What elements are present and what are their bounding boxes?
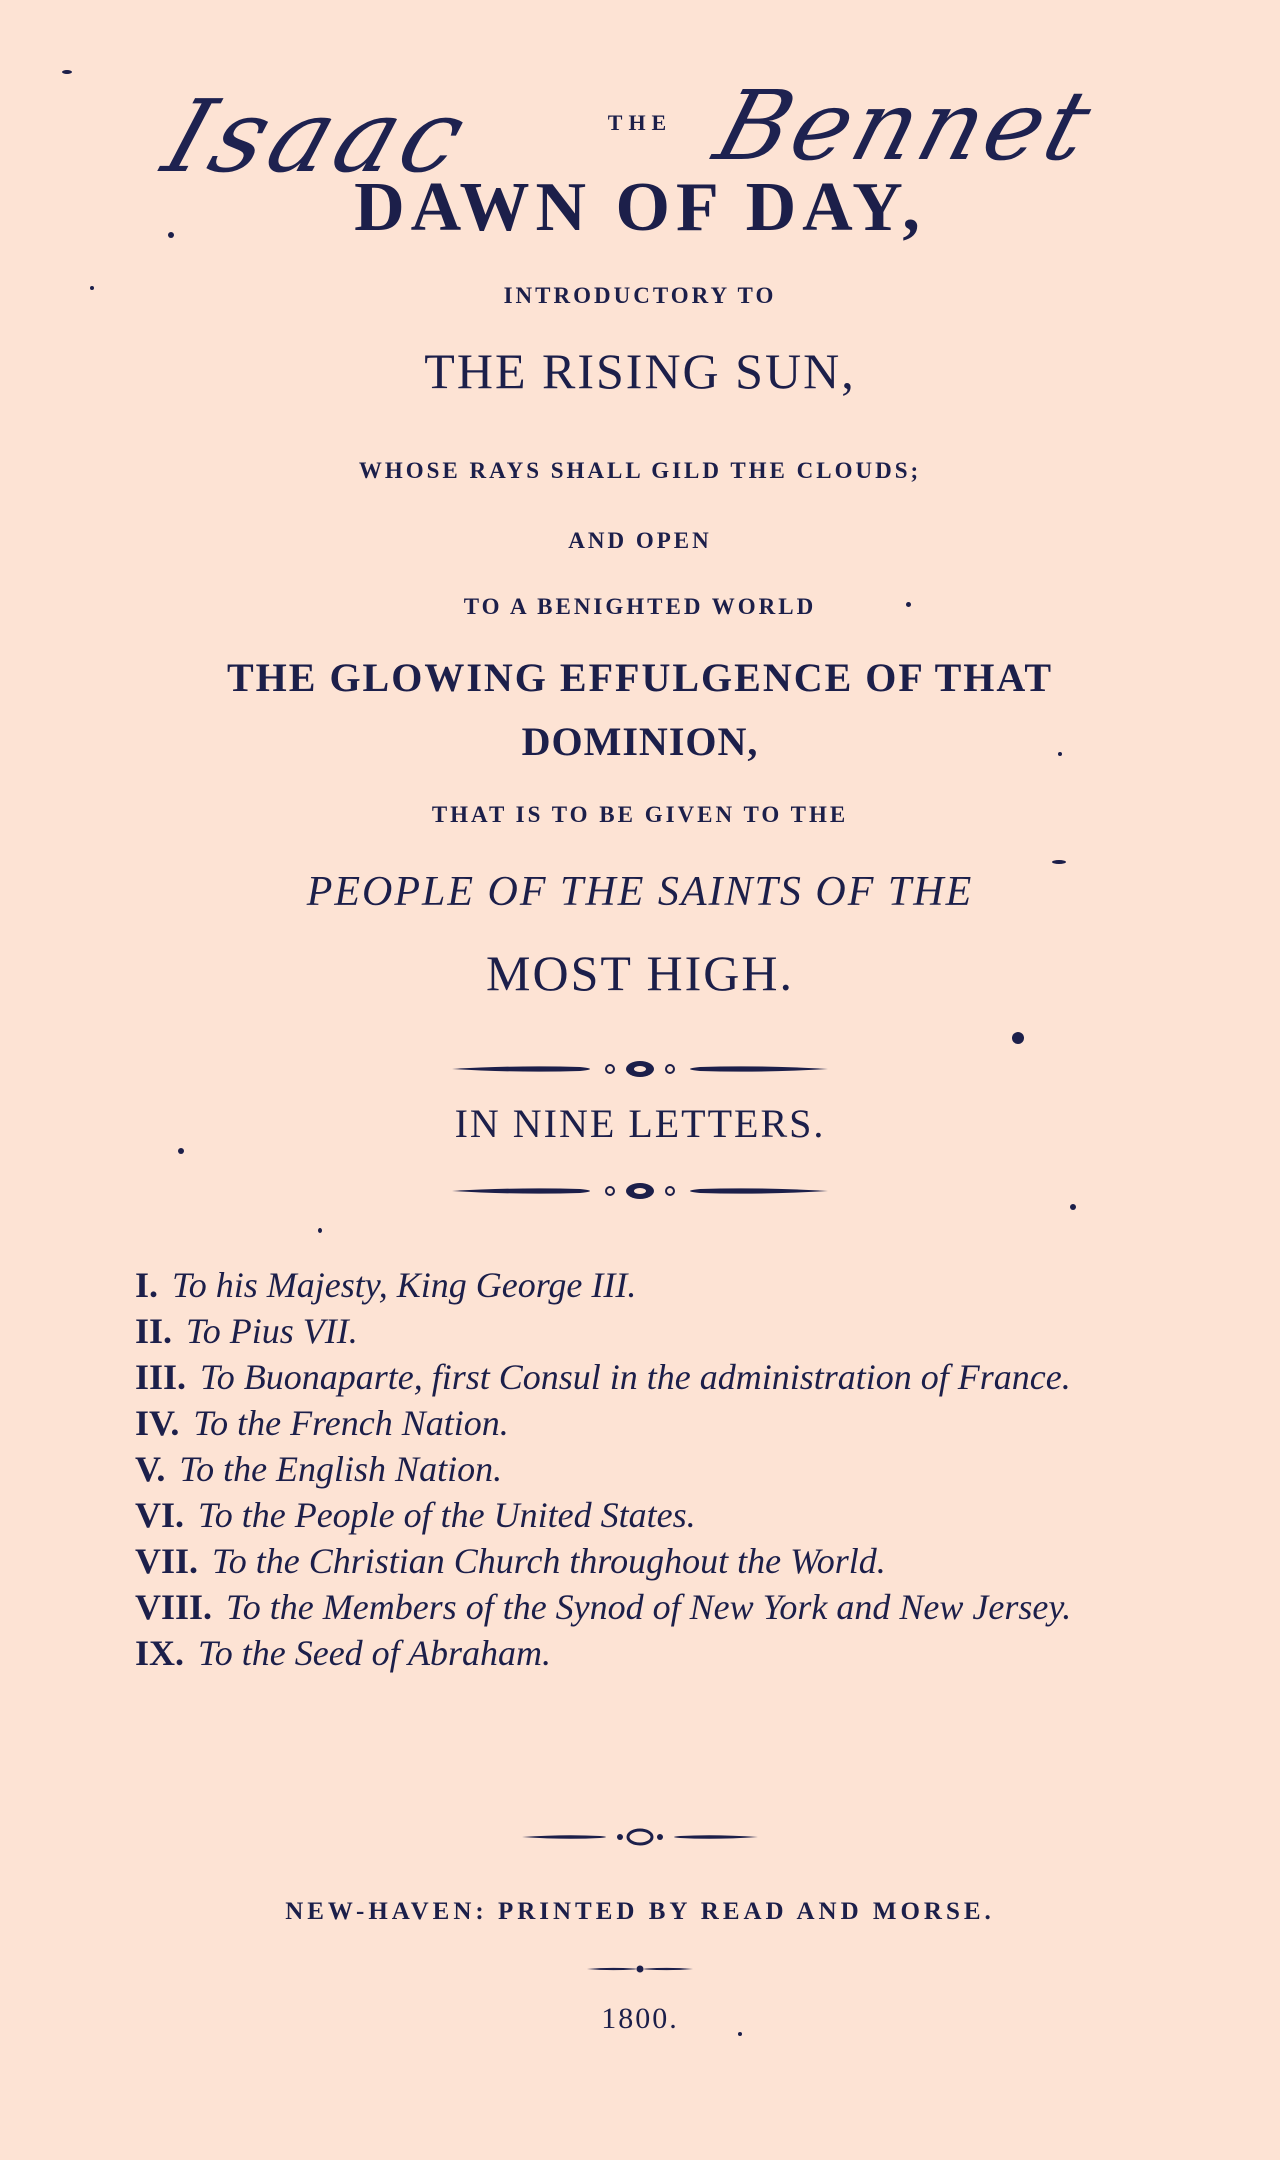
ornament-icon	[450, 1056, 830, 1082]
list-item	[135, 1308, 1145, 1354]
main-title: DAWN OF DAY,	[354, 169, 926, 246]
list-item	[135, 1584, 1145, 1630]
letter-number: VI.	[135, 1495, 185, 1535]
dominion-line: DOMINION,	[521, 719, 759, 764]
ink-speck	[90, 286, 94, 290]
imprint-line: NEW-HAVEN: PRINTED BY READ AND MORSE.	[285, 1898, 995, 1925]
whose-rays-line: WHOSE RAYS SHALL GILD THE CLOUDS;	[358, 458, 922, 483]
letter-recipient: To Pius VII.	[186, 1311, 358, 1351]
letter-recipient: To Buonaparte, first Consul in the administration of France.	[200, 1357, 1071, 1397]
letters-list	[135, 1262, 1145, 1676]
most-high-line: MOST HIGH.	[486, 945, 794, 1001]
letter-recipient: To the Seed of Abraham.	[198, 1633, 552, 1673]
ornament-icon	[520, 1826, 760, 1848]
ink-speck	[1058, 752, 1062, 756]
signature-first-name: Isaac	[150, 78, 486, 195]
letter-recipient: To the French Nation.	[193, 1403, 509, 1443]
ornamental-rule-top	[0, 1056, 1280, 1082]
list-item	[135, 1400, 1145, 1446]
letter-number: I.	[135, 1265, 159, 1305]
list-item	[135, 1262, 1145, 1308]
ink-speck	[1070, 1204, 1076, 1210]
people-of-saints-line: PEOPLE OF THE SAINTS OF THE	[306, 869, 974, 915]
letter-number: VII.	[135, 1541, 199, 1581]
ornament-icon	[450, 1178, 830, 1204]
ink-speck	[62, 70, 72, 74]
ornamental-rule-middle	[0, 1178, 1280, 1204]
letter-number: IX.	[135, 1633, 185, 1673]
ink-speck	[318, 1228, 322, 1233]
list-item	[135, 1354, 1145, 1400]
list-item	[135, 1630, 1145, 1676]
ornament-icon	[585, 1962, 695, 1976]
list-item	[135, 1492, 1145, 1538]
ink-speck	[738, 2032, 742, 2036]
ink-speck	[906, 602, 911, 607]
ink-speck	[178, 1148, 184, 1154]
and-open-line: AND OPEN	[568, 528, 712, 553]
letter-number: III.	[135, 1357, 187, 1397]
ornamental-rule-lower	[0, 1826, 1280, 1848]
signature-last-name: Bennet	[703, 70, 1107, 182]
letter-recipient: To the Christian Church throughout the World.	[212, 1541, 886, 1581]
given-to-line: THAT IS TO BE GIVEN TO THE	[431, 802, 849, 827]
letter-recipient: To the People of the United States.	[198, 1495, 696, 1535]
letter-number: IV.	[135, 1403, 180, 1443]
glowing-effulgence-line: THE GLOWING EFFULGENCE OF THAT	[226, 655, 1054, 700]
ink-speck	[1052, 860, 1066, 864]
letter-recipient: To the English Nation.	[179, 1449, 503, 1489]
letter-number: VIII.	[135, 1587, 213, 1627]
list-item	[135, 1538, 1145, 1584]
ornamental-rule-bottom	[0, 1962, 1280, 1976]
publication-year: 1800.	[601, 2002, 679, 2035]
list-item	[135, 1446, 1145, 1492]
subtitle-rising-sun: THE RISING SUN,	[424, 343, 856, 399]
letter-recipient: To his Majesty, King George III.	[172, 1265, 637, 1305]
letter-number: V.	[135, 1449, 166, 1489]
ink-speck	[168, 232, 174, 238]
letter-number: II.	[135, 1311, 173, 1351]
letters-heading: IN NINE LETTERS.	[454, 1101, 826, 1146]
letter-recipient: To the Members of the Synod of New York and New Jersey.	[226, 1587, 1072, 1627]
ink-speck	[1012, 1032, 1024, 1044]
benighted-world-line: TO A BENIGHTED WORLD	[463, 594, 817, 619]
introductory-line: INTRODUCTORY TO	[503, 283, 777, 308]
title-article: THE	[607, 110, 673, 135]
